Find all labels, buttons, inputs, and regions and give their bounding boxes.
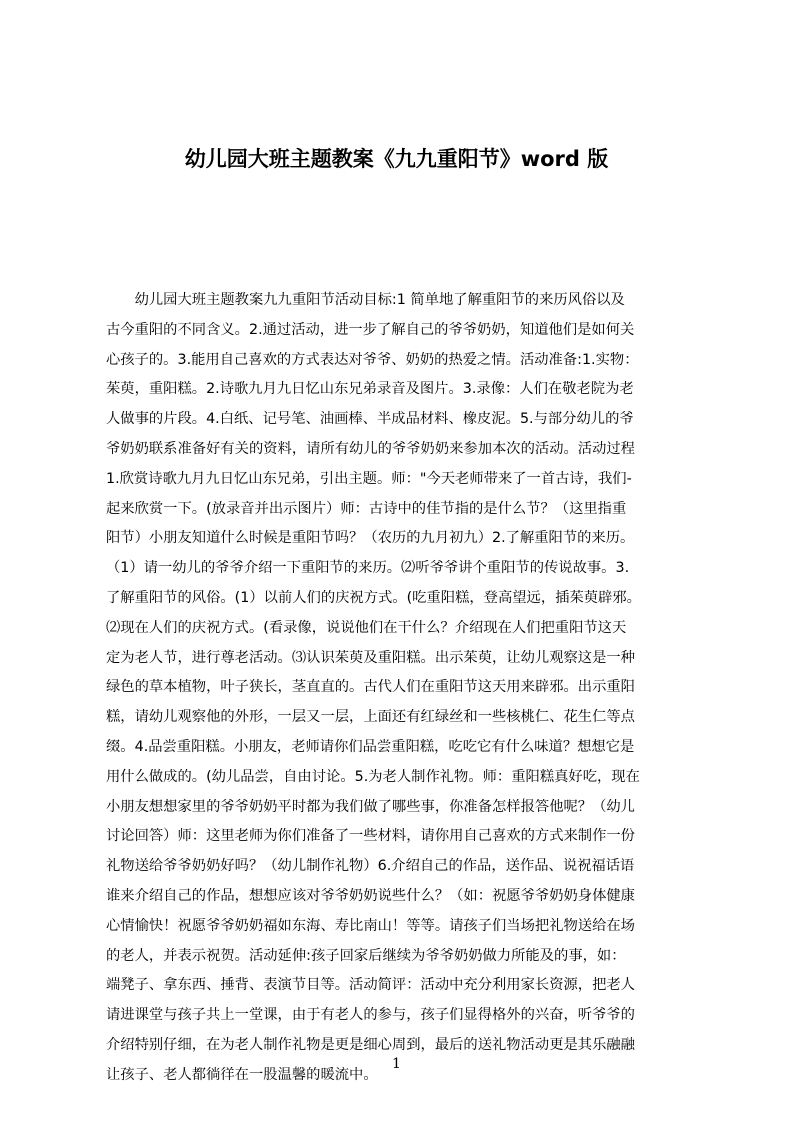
body-line: 心情愉快！祝愿爷爷奶奶福如东海、寿比南山！等等。请孩子们当场把礼物送给在场 — [106, 917, 635, 934]
body-line: 讨论回答）师：这里老师为你们准备了一些材料，请你用自己喜欢的方式来制作一份 — [106, 828, 635, 845]
body-line: 的老人，并表示祝贺。活动延伸:孩子回家后继续为爷爷奶奶做力所能及的事，如： — [106, 947, 626, 964]
body-line: 谁来介绍自己的作品，想想应该对爷爷奶奶说些什么？（如：祝愿爷爷奶奶身体健康 — [106, 887, 635, 904]
document-title: 幼儿园大班主题教案《九九重阳节》word 版 — [184, 147, 609, 171]
body-line: 茱萸，重阳糕。2.诗歌九月九日忆山东兄弟录音及图片。3.录像：人们在敬老院为老 — [106, 381, 634, 398]
body-line: （1）请一幼儿的爷爷介绍一下重阳节的来历。⑵听爷爷讲个重阳节的传说故事。3. — [106, 560, 630, 577]
document-body — [106, 286, 702, 1091]
body-line: 端凳子、拿东西、捶背、表演节目等。活动简评：活动中充分利用家长资源，把老人 — [106, 977, 635, 994]
body-line: 让孩子、老人都徜徉在一股温馨的暖流中。 — [106, 1066, 378, 1083]
body-line: 定为老人节，进行尊老活动。⑶认识茱萸及重阳糕。出示茱萸，让幼儿观察这是一种 — [106, 649, 635, 666]
body-line: 用什么做成的。(幼儿品尝，自由讨论。5.为老人制作礼物。师：重阳糕真好吃，现在 — [106, 768, 640, 785]
page-number: 1 — [392, 1056, 401, 1072]
body-line: 古今重阳的不同含义。2.通过活动，进一步了解自己的爷爷奶奶，知道他们是如何关 — [106, 321, 635, 338]
body-line: 小朋友想想家里的爷爷奶奶平时都为我们做了哪些事，你准备怎样报答他呢？（幼儿 — [106, 798, 635, 815]
body-line: 1.欣赏诗歌九月九日忆山东兄弟，引出主题。师："今天老师带来了一首古诗，我们- — [106, 470, 632, 487]
body-line: 人做事的片段。4.白纸、记号笔、油画棒、半成品材料、橡皮泥。5.与部分幼儿的爷 — [106, 411, 634, 428]
body-line: 阳节）小朋友知道什么时候是重阳节吗？（农历的九月初九）2.了解重阳节的来历。 — [106, 530, 635, 547]
body-line: 礼物送给爷爷奶奶好吗？（幼儿制作礼物）6.介绍自己的作品，送作品、说祝福话语 — [106, 858, 635, 875]
body-line: 起来欣赏一下。(放录音并出示图片）师：古诗中的佳节指的是什么节？（这里指重 — [106, 500, 627, 517]
body-line: 了解重阳节的风俗。(1）以前人们的庆祝方式。(吃重阳糕，登高望远，插茱萸辟邪。 — [106, 589, 641, 606]
body-line: 请进课堂与孩子共上一堂课，由于有老人的参与，孩子们显得格外的兴奋，听爷爷的 — [106, 1007, 635, 1024]
body-line: 缀。4.品尝重阳糕。小朋友，老师请你们品尝重阳糕，吃吃它有什么味道？想想它是 — [106, 738, 635, 755]
body-line: 心孩子的。3.能用自己喜欢的方式表达对爷爷、奶奶的热爱之情。活动准备:1.实物： — [106, 351, 639, 368]
body-line: 爷奶奶联系准备好有关的资料，请所有幼儿的爷爷奶奶来参加本次的活动。活动过程 — [106, 440, 635, 457]
body-line: 糕，请幼儿观察他的外形，一层又一层，上面还有红绿丝和一些核桃仁、花生仁等点 — [106, 709, 635, 726]
body-line: 介绍特别仔细，在为老人制作礼物是更是细心周到，最后的送礼物活动更是其乐融融 — [106, 1036, 635, 1053]
body-line: ⑵现在人们的庆祝方式。(看录像，说说他们在干什么？介绍现在人们把重阳节这天 — [106, 619, 627, 636]
body-line: 幼儿园大班主题教案九九重阳节活动目标:1 简单地了解重阳节的来历风俗以及 — [106, 292, 625, 308]
body-line: 绿色的草本植物，叶子狭长，茎直直的。古代人们在重阳节这天用来辟邪。出示重阳 — [106, 679, 635, 696]
